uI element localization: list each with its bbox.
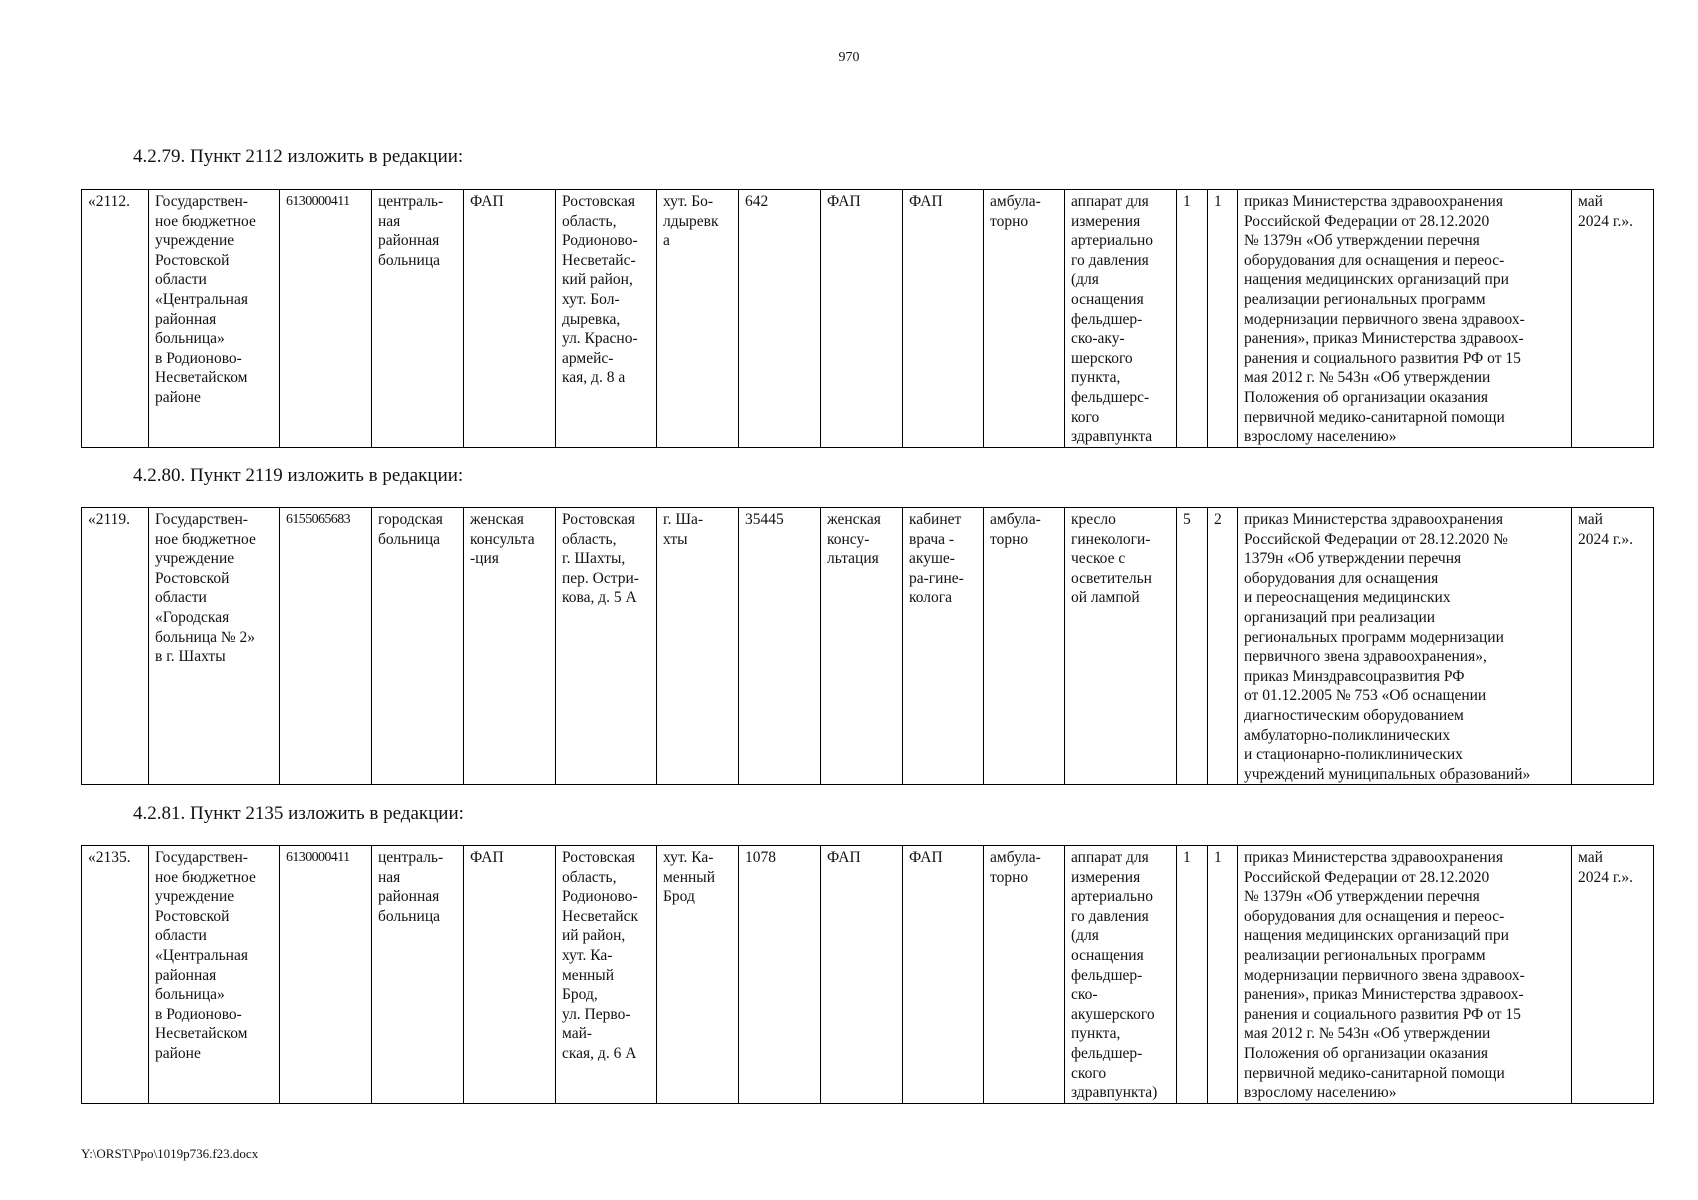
file-path-footer: Y:\ORST\Ppo\1019p736.f23.docx xyxy=(81,1146,259,1161)
cell-type: централь- ная районная больница xyxy=(372,190,464,448)
cell-care: амбула- торно xyxy=(984,508,1065,785)
cell-type: централь- ная районная больница xyxy=(372,846,464,1104)
cell-org: Государствен- ное бюджетное учреждение Ростовской области «Центральная районная больница» в Родионово- Несветайском районе xyxy=(149,846,280,1104)
cell-deadline: май 2024 г.». xyxy=(1572,508,1654,785)
cell-code: 6130000411 xyxy=(280,190,372,448)
cell-subdivision: ФАП xyxy=(903,190,984,448)
cell-org: Государствен- ное бюджетное учреждение Ростовской области «Городская больница № 2» в г. Шахты xyxy=(149,508,280,785)
cell-subdivision: ФАП xyxy=(903,846,984,1104)
amendment-table xyxy=(81,507,1654,785)
cell-deadline: май 2024 г.». xyxy=(1572,190,1654,448)
section-heading: 4.2.81. Пункт 2135 изложить в редакции: xyxy=(133,803,464,824)
cell-code: 6155065683 xyxy=(280,508,372,785)
page-number: 970 xyxy=(838,50,860,65)
table-row xyxy=(82,846,1654,1104)
cell-qty-2: 1 xyxy=(1208,846,1238,1104)
cell-qty-1: 5 xyxy=(1177,508,1208,785)
cell-type: городская больница xyxy=(372,508,464,785)
cell-unit: женская консульта -ция xyxy=(464,508,556,785)
cell-subdivision: кабинет врача - акуше- ра-гине- колога xyxy=(903,508,984,785)
cell-basis: приказ Министерства здравоохранения Российской Федерации от 28.12.2020 № 1379н «Об утверждении перечня оборудования для оснащения и переос- нащения медицинских организаций при реализации региональных программ модернизации первичного звена здравоох- ранения», приказ Министерства здравоох- ранения и социального развития РФ от 15 мая 2012 г. № 543н «Об утверждении Положения об организации оказания первичной медико-санитарной помощи взрослому населению» xyxy=(1238,190,1572,448)
cell-equipment: аппарат для измерения артериально го давления (для оснащения фельдшер- ско-аку- шерского пункта, фельдшерс- кого здравпункта xyxy=(1065,190,1177,448)
cell-settlement: г. Ша- хты xyxy=(657,508,739,785)
table-row xyxy=(82,190,1654,448)
cell-care: амбула- торно xyxy=(984,846,1065,1104)
cell-population: 1078 xyxy=(739,846,821,1104)
cell-num: «2135. xyxy=(82,846,149,1104)
cell-deadline: май 2024 г.». xyxy=(1572,846,1654,1104)
section-heading: 4.2.79. Пункт 2112 изложить в редакции: xyxy=(133,146,464,167)
cell-population: 642 xyxy=(739,190,821,448)
cell-settlement: хут. Бо- лдыревк а xyxy=(657,190,739,448)
amendment-table xyxy=(81,189,1654,448)
cell-settlement: хут. Ка- менный Брод xyxy=(657,846,739,1104)
cell-qty-1: 1 xyxy=(1177,190,1208,448)
cell-address: Ростовская область, Родионово- Несветайск ий район, хут. Ка- менный Брод, ул. Перво- май- ская, д. 6 А xyxy=(556,846,657,1104)
cell-unit: ФАП xyxy=(464,190,556,448)
amendment-table xyxy=(81,845,1654,1104)
cell-basis: приказ Министерства здравоохранения Российской Федерации от 28.12.2020 № 1379н «Об утверждении перечня оборудования для оснащения и переоснащения медицинских организаций при реализации региональных программ модернизации первичного звена здравоохранения», приказ Минздравсоцразвития РФ от 01.12.2005 № 753 «Об оснащении диагностическим оборудованием амбулаторно-поликлинических и стационарно-поликлинических учреждений муниципальных образований» xyxy=(1238,508,1572,785)
section-heading: 4.2.80. Пункт 2119 изложить в редакции: xyxy=(133,465,464,486)
cell-care: амбула- торно xyxy=(984,190,1065,448)
cell-division: ФАП xyxy=(821,190,903,448)
cell-qty-2: 2 xyxy=(1208,508,1238,785)
cell-code: 6130000411 xyxy=(280,846,372,1104)
cell-equipment: кресло гинекологи- ческое с осветительн ой лампой xyxy=(1065,508,1177,785)
cell-division: ФАП xyxy=(821,846,903,1104)
table-row xyxy=(82,508,1654,785)
cell-num: «2112. xyxy=(82,190,149,448)
cell-org: Государствен- ное бюджетное учреждение Ростовской области «Центральная районная больница» в Родионово- Несветайском районе xyxy=(149,190,280,448)
cell-qty-2: 1 xyxy=(1208,190,1238,448)
cell-address: Ростовская область, Родионово- Несветайс- кий район, хут. Бол- дыревка, ул. Красно- армейс- кая, д. 8 а xyxy=(556,190,657,448)
cell-address: Ростовская область, г. Шахты, пер. Остри- кова, д. 5 А xyxy=(556,508,657,785)
cell-population: 35445 xyxy=(739,508,821,785)
cell-qty-1: 1 xyxy=(1177,846,1208,1104)
cell-num: «2119. xyxy=(82,508,149,785)
cell-division: женская консу- льтация xyxy=(821,508,903,785)
cell-unit: ФАП xyxy=(464,846,556,1104)
cell-basis: приказ Министерства здравоохранения Российской Федерации от 28.12.2020 № 1379н «Об утверждении перечня оборудования для оснащения и переос- нащения медицинских организаций при реализации региональных программ модернизации первичного звена здравоох- ранения», приказ Министерства здравоох- ранения и социального развития РФ от 15 мая 2012 г. № 543н «Об утверждении Положения об организации оказания первичной медико-санитарной помощи взрослому населению» xyxy=(1238,846,1572,1104)
cell-equipment: аппарат для измерения артериально го давления (для оснащения фельдшер- ско- акушерского пункта, фельдшер- ского здравпункта) xyxy=(1065,846,1177,1104)
